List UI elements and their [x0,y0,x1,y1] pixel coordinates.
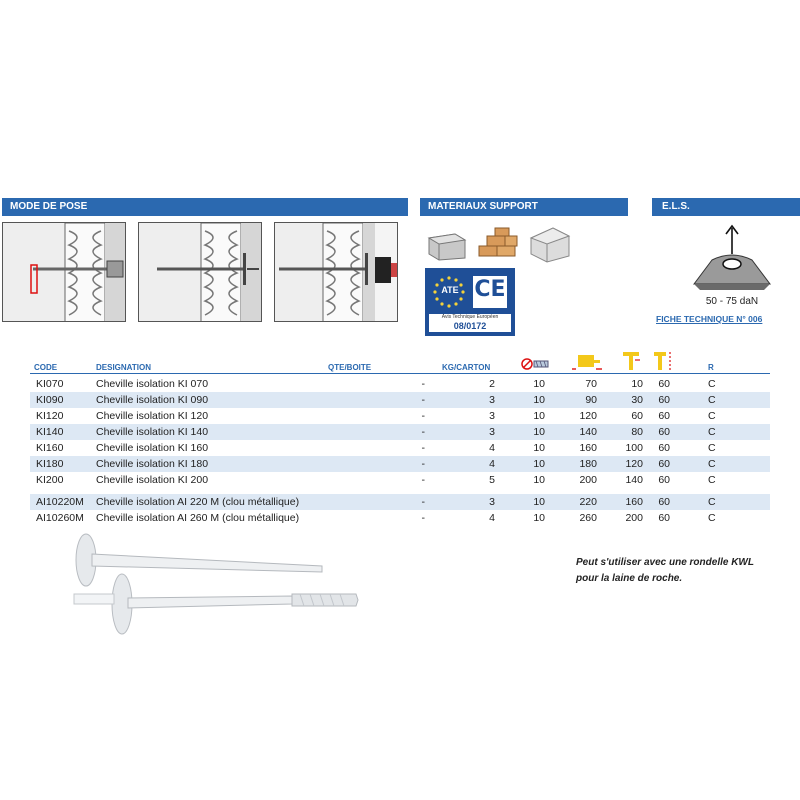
drill-diameter-icon [520,355,550,371]
drilling-illustration-icon [3,223,126,322]
insulation-dowel-product-icon [60,532,380,640]
cell-c3: 140 [625,474,643,486]
cell-c1: 10 [533,394,545,406]
cell-kg: 4 [489,512,495,524]
cell-qte: - [421,496,425,508]
cell-c1: 10 [533,378,545,390]
cell-c3: 160 [625,496,643,508]
cell-c4: 60 [658,496,670,508]
ate-caption-number: 08/0172 [453,321,487,331]
table-row [30,510,770,526]
install-step-3-hammer [274,222,398,322]
fiche-technique-link[interactable]: FICHE TECHNIQUE N° 006 [656,314,763,324]
cell-c3: 60 [631,410,643,422]
header-mode-de-pose: MODE DE POSE [2,198,408,216]
cell-kg: 4 [489,442,495,454]
cell-designation: Cheville isolation KI 180 [96,458,209,470]
col-code: CODE [34,363,58,372]
cell-c3: 80 [631,426,643,438]
cell-c2: 90 [585,394,597,406]
cell-c3: 30 [631,394,643,406]
cell-designation: Cheville isolation KI 120 [96,410,209,422]
cell-r: C [708,458,716,470]
cell-code: AI10260M [36,512,84,524]
cell-c4: 60 [658,512,670,524]
table-row [30,392,770,408]
cell-c4: 60 [658,474,670,486]
cell-c4: 60 [658,394,670,406]
table-row [30,494,770,510]
cell-c3: 120 [625,458,643,470]
cell-qte: - [421,410,425,422]
cell-c3: 200 [625,512,643,524]
usage-note-line1: Peut s'utiliser avec une rondelle KWL [576,557,754,568]
usage-note-line2: pour la laine de roche. [576,573,683,584]
cell-c1: 10 [533,474,545,486]
cell-c2: 160 [579,442,597,454]
cell-code: KI070 [36,378,64,390]
concrete-block-icon [425,228,469,262]
table-header-divider [30,373,770,374]
cell-designation: Cheville isolation KI 090 [96,394,209,406]
cell-c2: 220 [579,496,597,508]
cell-code: AI10220M [36,496,84,508]
cell-c2: 140 [579,426,597,438]
cell-code: KI120 [36,410,64,422]
cell-qte: - [421,442,425,454]
table-row [30,472,770,488]
header-els: E.L.S. [652,198,800,216]
ate-ce-certification-badge [425,268,515,336]
col-kg-carton: KG/CARTON [442,363,491,372]
cell-designation: Cheville isolation AI 260 M (clou métallique) [96,512,300,524]
cell-designation: Cheville isolation AI 220 M (clou métallique) [96,496,300,508]
cell-r: C [708,410,716,422]
insulation-thickness-icon [570,352,604,372]
install-step-1-drilling [2,222,126,322]
cell-qte: - [421,458,425,470]
cell-kg: 3 [489,394,495,406]
cell-qte: - [421,474,425,486]
cell-kg: 2 [489,378,495,390]
cell-qte: - [421,394,425,406]
table-row [30,456,770,472]
cell-r: C [708,512,716,524]
cell-kg: 3 [489,426,495,438]
brick-icon [475,226,521,264]
cell-designation: Cheville isolation KI 160 [96,442,209,454]
cell-r: C [708,496,716,508]
cell-kg: 4 [489,458,495,470]
cell-c2: 70 [585,378,597,390]
cell-c4: 60 [658,426,670,438]
els-load-range: 50 - 75 daN [705,296,759,307]
cell-c1: 10 [533,426,545,438]
cell-designation: Cheville isolation KI 200 [96,474,209,486]
embedment-depth-icon [620,350,642,372]
ce-label: CE [474,277,506,302]
col-qte-boite: QTE/BOITE [328,363,372,372]
cell-c2: 200 [579,474,597,486]
cell-code: KI180 [36,458,64,470]
table-row [30,440,770,456]
cell-c1: 10 [533,410,545,422]
cell-code: KI090 [36,394,64,406]
table-row [30,376,770,392]
header-materiaux-support: MATERIAUX SUPPORT [420,198,628,216]
load-pull-out-icon [690,222,774,294]
plate-diameter-icon [650,350,676,372]
cell-c2: 120 [579,410,597,422]
cell-designation: Cheville isolation KI 070 [96,378,209,390]
cell-r: C [708,474,716,486]
cell-kg: 3 [489,496,495,508]
cell-designation: Cheville isolation KI 140 [96,426,209,438]
cell-c1: 10 [533,512,545,524]
cell-code: KI160 [36,442,64,454]
cell-c3: 100 [625,442,643,454]
cell-qte: - [421,426,425,438]
cell-c4: 60 [658,378,670,390]
table-row [30,408,770,424]
cell-code: KI200 [36,474,64,486]
cell-c1: 10 [533,496,545,508]
stone-block-icon [527,224,573,264]
cell-kg: 5 [489,474,495,486]
table-row [30,424,770,440]
cell-c2: 180 [579,458,597,470]
cell-r: C [708,378,716,390]
cell-c3: 10 [631,378,643,390]
cell-qte: - [421,512,425,524]
cell-qte: - [421,378,425,390]
ate-caption [429,314,511,332]
cell-c1: 10 [533,442,545,454]
cell-kg: 3 [489,410,495,422]
usage-note [576,555,796,587]
cell-r: C [708,426,716,438]
cell-c2: 260 [579,512,597,524]
col-r: R [708,363,714,372]
cell-c4: 60 [658,410,670,422]
cell-r: C [708,442,716,454]
install-step-2-insert [138,222,262,322]
cell-r: C [708,394,716,406]
hammer-illustration-icon [275,223,398,322]
col-designation: DESIGNATION [96,363,151,372]
cell-c4: 60 [658,458,670,470]
cell-c4: 60 [658,442,670,454]
cell-c1: 10 [533,458,545,470]
ate-label: ATE [441,285,459,295]
insert-dowel-illustration-icon [139,223,262,322]
ate-caption-title: Avis Technique Européen [441,314,499,320]
cell-code: KI140 [36,426,64,438]
